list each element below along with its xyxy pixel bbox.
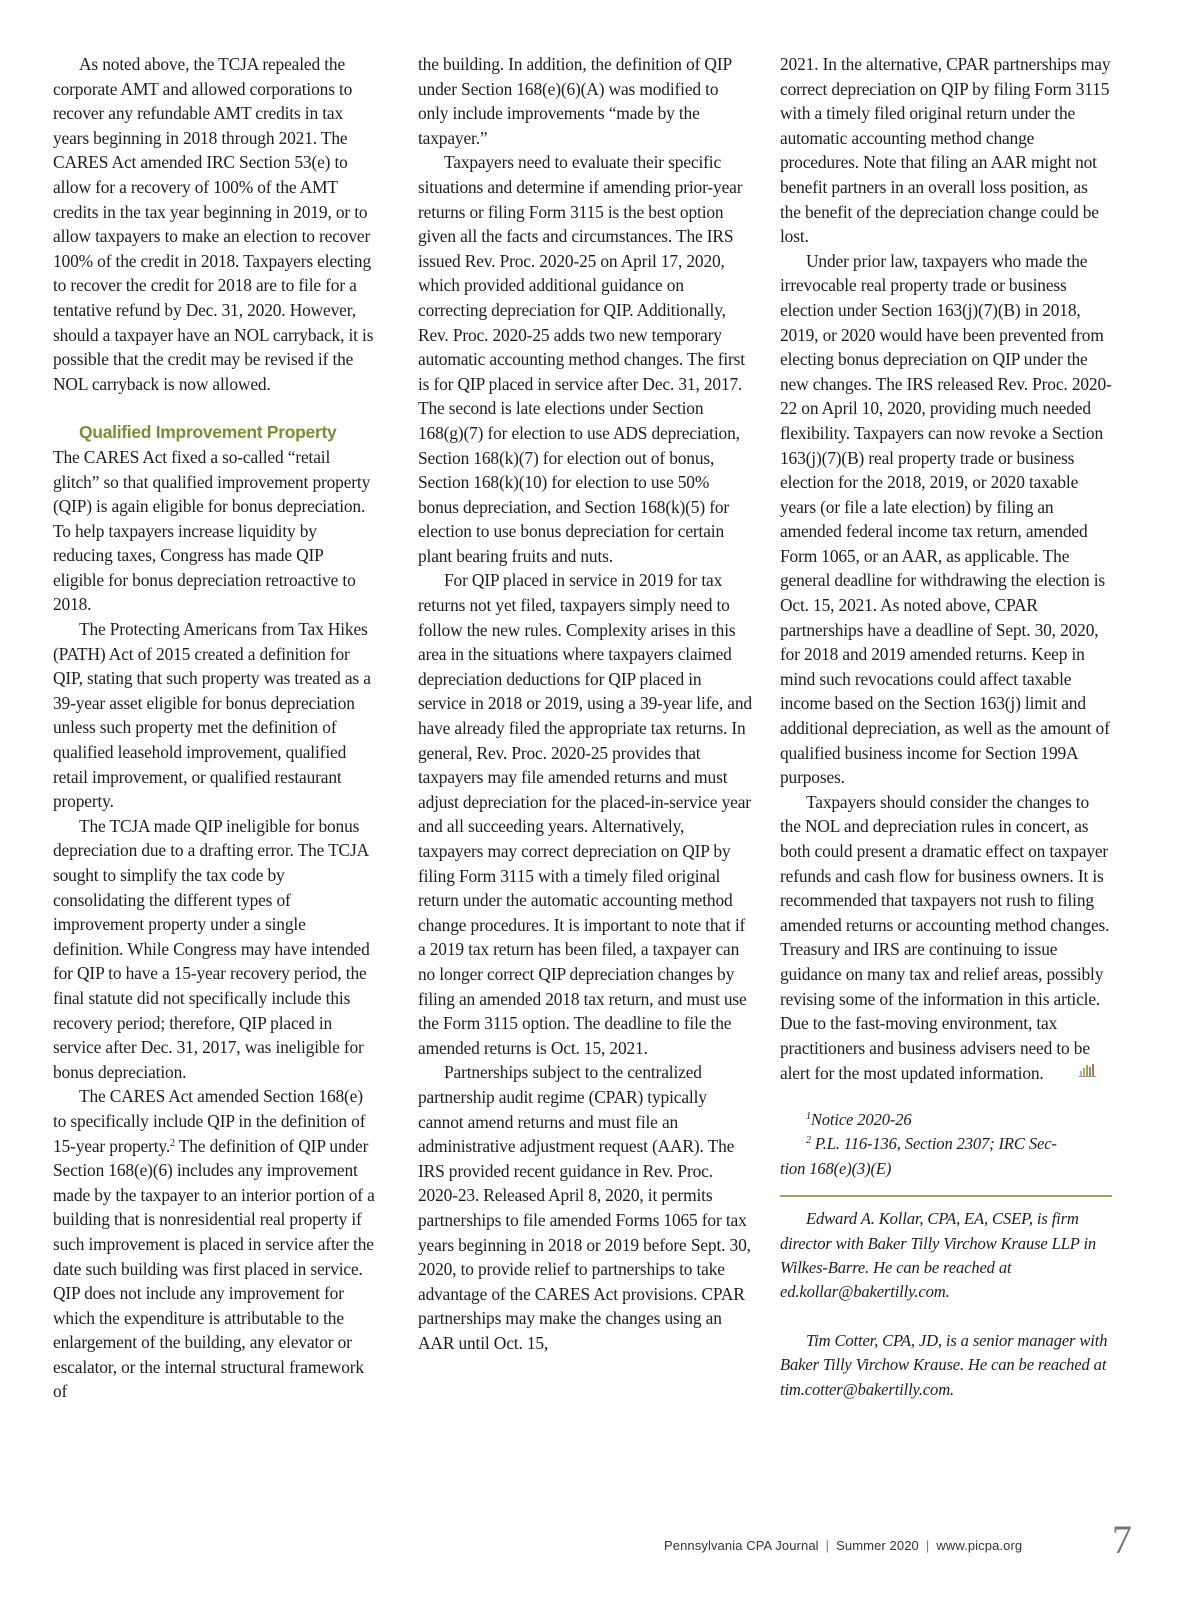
- divider: [780, 1195, 1112, 1197]
- body-paragraph: [780, 790, 1112, 1086]
- footnote-ref: 2: [170, 1137, 175, 1149]
- footnote-number: 1: [806, 1110, 811, 1122]
- footnote-2: [780, 1132, 1112, 1156]
- section-heading: Qualified Improvement Property: [79, 422, 337, 443]
- footnote-2-continued: tion 168(e)(3)(E): [780, 1158, 892, 1178]
- footnote-number: 2: [806, 1135, 811, 1147]
- column-2: [418, 52, 752, 1355]
- page-footer: [664, 1538, 1022, 1553]
- paragraph-text: The definition of QIP under Section 168(e)(6) includes any improvement made by the taxpayer to an interior portion of a building that is nonresidential real property if such improvement is placed in service after the date such building was first placed in service. QIP does not include any improvement for which the expenditure is attributable to the enlargement of the building, any elevator or escalator, or the internal structural framework of: [53, 1135, 375, 1402]
- footnotes: [780, 1108, 1112, 1181]
- body-paragraph: As noted above, the TCJA repealed the corporate AMT and allowed corporations to recover any refundable AMT credits in tax years beginning in 2018 through 2021. The CARES Act amended IRC Section 53(e) to allow for a recovery of 100% of the AMT credits in the tax year beginning in 2019, or to allow taxpayers to make an election to recover 100% of the credit in 2018. Taxpayers electing to recover the credit for 2018 are to file for a tentative refund by Dec. 31, 2020. However, should a taxpayer have an NOL carryback, it is possible that the credit may be revised if the NOL carryback is now allowed.: [53, 54, 374, 394]
- body-paragraph: The Protecting Americans from Tax Hikes (PATH) Act of 2015 created a definition for QIP, stating that such property was treated as a 39-year asset eligible for bonus depreciation unless such property met the definition of qualified leasehold improvement, qualified retail improvement, or qualified restaurant property.: [53, 619, 371, 812]
- website: www.picpa.org: [936, 1538, 1023, 1553]
- column-1: [53, 52, 378, 1404]
- author-bio: Tim Cotter, CPA, JD, is a senior manager with Baker Tilly Virchow Krause. He can be reached at tim.cotter@bakertilly.com.: [780, 1330, 1108, 1399]
- journal-name: Pennsylvania CPA Journal: [664, 1538, 819, 1553]
- author-bio: Edward A. Kollar, CPA, EA, CSEP, is firm director with Baker Tilly Virchow Krause LLP in Wilkes-Barre. He can be reached at ed.kollar@bakertilly.com.: [780, 1209, 1097, 1302]
- paragraph-text: The CARES Act amended Section 168(e) to specifically include QIP in the definition of 15-year property.: [53, 1086, 366, 1156]
- paragraph-text: Taxpayers should consider the changes to the NOL and depreciation rules in concert, as both could present a dramatic effect on taxpayer refunds and cash flow for business owners. It is recommended that taxpayers not rush to filing amended returns or accounting method changes. Treasury and IRS are continuing to issue guidance on many tax and relief areas, possibly revising some of the information in this article. Due to the fast-moving environment, tax practitioners and business advisers need to be alert for the most updated information.: [780, 791, 1110, 1084]
- footnote-text: Notice 2020-26: [810, 1109, 912, 1129]
- footer-separator: |: [925, 1538, 930, 1553]
- body-paragraph: The CARES Act fixed a so-called “retail glitch” so that qualified improvement property (QIP) is again eligible for bonus depreciation. To help taxpayers increase liquidity by reducing taxes, Congress has made QIP eligible for bonus depreciation retroactive to 2018.: [53, 446, 371, 615]
- footnote-1: [780, 1108, 1112, 1132]
- column-3: [780, 52, 1112, 1402]
- body-paragraph: [53, 1084, 378, 1404]
- footnote-text: P.L. 116-136, Section 2307; IRC Sec-: [810, 1134, 1057, 1154]
- body-paragraph: For QIP placed in service in 2019 for tax returns not yet filed, taxpayers simply need to follow the new rules. Complexity arises in this area in the situations where taxpayers claimed depreciation deductions for QIP placed in service in 2018 or 2019, using a 39-year life, and have already filed the appropriate tax returns. In general, Rev. Proc. 2020-25 provides that taxpayers may file amended returns and must adjust depreciation for the placed-in-service year and all succeeding years. Alternatively, taxpayers may correct depreciation on QIP by filing Form 3115 with a timely filed original return under the automatic accounting method change procedures. It is important to note that if a 2019 tax return has been filed, a taxpayer can no longer correct QIP depreciation changes by filing an amended 2018 tax return, and must use the Form 3115 option. The deadline to file the amended returns is Oct. 15, 2021.: [418, 570, 752, 1058]
- end-mark-icon: [1052, 1060, 1100, 1085]
- issue-name: Summer 2020: [836, 1538, 919, 1553]
- body-paragraph: 2021. In the alternative, CPAR partnerships may correct depreciation on QIP by filing Form 3115 with a timely filed original return under the automatic accounting method change procedures. Note that filing an AAR might not benefit partners in an overall loss position, as the benefit of the depreciation change could be lost.: [780, 54, 1111, 247]
- page-number: 7: [1112, 1517, 1132, 1562]
- body-paragraph: The TCJA made QIP ineligible for bonus depreciation due to a drafting error. The TCJA sought to simplify the tax code by consolidating the different types of improvement property under a single definition. While Congress may have intended for QIP to have a 15-year recovery period, the final statute did not specifically include this recovery period; therefore, QIP placed in service after Dec. 31, 2017, was ineligible for bonus depreciation.: [53, 815, 370, 1082]
- body-paragraph: the building. In addition, the definition of QIP under Section 168(e)(6)(A) was modified to only include improvements “made by the taxpayer.”: [418, 54, 732, 148]
- body-paragraph: Taxpayers need to evaluate their specific situations and determine if amending prior-year returns or filing Form 3115 is the best option given all the facts and circumstances. The IRS issued Rev. Proc. 2020-25 on April 17, 2020, which provided additional guidance on correcting depreciation for QIP. Additionally, Rev. Proc. 2020-25 adds two new temporary automatic accounting method changes. The first is for QIP placed in service after Dec. 31, 2017. The second is late elections under Section 168(g)(7) for election to use ADS depreciation, Section 168(k)(7) for election out of bonus, Section 168(k)(10) for election to use 50% bonus depreciation, and Section 168(k)(5) for election to use bonus depreciation for certain plant bearing fruits and nuts.: [418, 152, 745, 566]
- body-paragraph: Partnerships subject to the centralized partnership audit regime (CPAR) typically cannot amend returns and must file an administrative adjustment request (AAR). The IRS provided recent guidance in Rev. Proc. 2020-23. Released April 8, 2020, it permits partnerships to file amended Forms 1065 for tax years beginning in 2018 or 2019 before Sept. 30, 2020, to provide relief to partnerships to take advantage of the CARES Act provisions. CPAR partnerships may make the changes using an AAR until Oct. 15,: [418, 1062, 751, 1353]
- footer-separator: |: [825, 1538, 830, 1553]
- body-paragraph: Under prior law, taxpayers who made the irrevocable real property trade or business election under Section 163(j)(7)(B) in 2018, 2019, or 2020 would have been prevented from electing bonus depreciation on QIP under the new changes. The IRS released Rev. Proc. 2020-22 on April 10, 2020, providing much needed flexibility. Taxpayers can now revoke a Section 163(j)(7)(B) real property trade or business election for the 2018, 2019, or 2020 taxable years (or file a late election) by filing an amended federal income tax return, amended Form 1065, or an AAR, as applicable. The general deadline for withdrawing the election is Oct. 15, 2021. As noted above, CPAR partnerships have a deadline of Sept. 30, 2020, for 2018 and 2019 amended returns. Keep in mind such revocations could affect taxable income based on the Section 163(j) limit and additional depreciation, as well as the amount of qualified business income for Section 199A purposes.: [780, 250, 1112, 788]
